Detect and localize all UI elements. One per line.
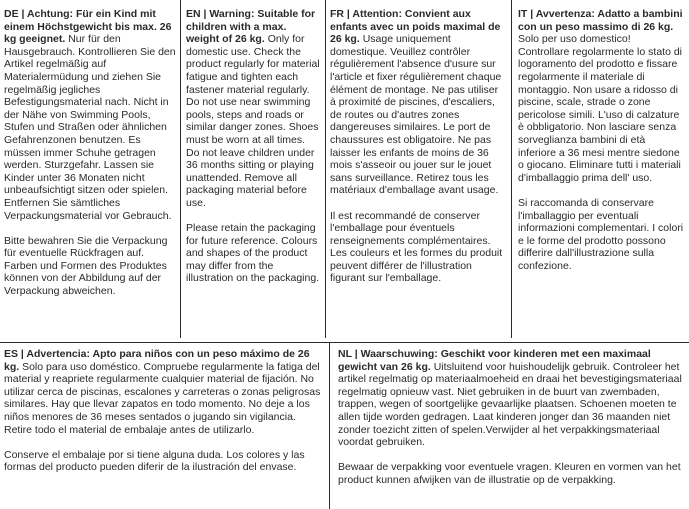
divider-de-en — [180, 0, 181, 338]
warning-heading-de: DE | Achtung: Für ein Kind mit einem Höchstgewicht bis max. 26 kg geeignet. — [4, 8, 172, 46]
warning-body-de: Nur für den Hausgebrauch. Kontrollieren Sie den Artikel regelmäßig auf Materialermüdung und ziehen Sie regelmäßig jegliches Befestigungsmaterial nach. Nicht in der Nähe von Swimming Pools, Stufen und Straßen oder ähnlichen Gefahrenzonen benutzen. Es müssen immer Schuhe getragen werden. Sturzgefahr. Lassen sie Kinder unter 36 Monaten nicht unbeaufsichtigt sitzen oder spielen. Entfernen Sie sämtliches Verpackungsmaterial vor Gebrauch. — [4, 33, 176, 222]
warning-heading-it: IT | Avvertenza: Adatto a bambini con un peso massimo di 26 kg. — [518, 8, 683, 33]
section-es — [4, 348, 322, 474]
warning-heading-es: ES | Advertencia: Apto para niños con un peso máximo de 26 kg. — [4, 348, 310, 373]
packaging-note-en: Please retain the packaging for future reference. Colours and shapes of the product may differ from the illustration on the packaging. — [186, 222, 320, 285]
packaging-note-es: Conserve el embalaje por si tiene alguna duda. Los colores y las formas del producto pueden diferir de la ilustración del envase. — [4, 448, 305, 474]
section-nl — [338, 348, 686, 487]
warning-body-es: Solo para uso doméstico. Compruebe regularmente la fatiga del material y reapriete regularmente cualquier material de fijación. No utilizar cerca de piscinas, escalones y carreteras o zonas peligrosas similares. Hay que llevar zapatos en todo momento. No deje a los niños menores de 36 meses sentados o jugando sin vigilancia. Retire todo el material de embalaje antes de utilizarlo. — [4, 360, 321, 436]
packaging-note-fr: Il est recommandé de conserver l'emballage pour éventuels renseignements complémentaires. Les couleurs et les formes du produit peuvent différer de l'illustration figurant sur l'emballage. — [330, 209, 503, 285]
warning-heading-fr: FR | Attention: Convient aux enfants avec un poids maximal de 26 kg. — [330, 8, 501, 46]
warning-body-nl: Uitsluitend voor huishoudelijk gebruik. Controleer het artikel regelmatig op materiaalmoeheid en draai het bevestigingsmateriaal regelmatig opnieuw vast. Niet gebruiken in de buurt van zwembaden, trappen, wegen of soortgelijke gevaarlijke plaatsen. Schoenen moeten te allen tijde worden gedragen. Laat kinderen jonger dan 36 maanden niet zonder toezicht zitten of spelen.Verwijder al het verpakkingsmateriaal voordat gebruiken. — [338, 360, 682, 449]
divider-es-nl — [329, 342, 330, 509]
packaging-note-de: Bitte bewahren Sie die Verpackung für eventuelle Rückfragen auf. Farben und Formen des Produktes können von der Abbildung auf der Verpackung abweichen. — [4, 234, 168, 298]
divider-en-fr — [325, 0, 326, 338]
warning-heading-en: EN | Warning: Suitable for children with a max. weight of 26 kg. — [186, 8, 316, 46]
warning-body-en: Only for domestic use. Check the product regularly for material fatigue and tighten each fastener material regularly. Do not use near swimming pools, steps and roads or similar danger zones. Shoes must be worn at all times. Do not leave children under 36 months sitting or playing unattended. Remove all packaging material before use. — [186, 33, 320, 209]
packaging-note-nl: Bewaar de verpakking voor eventuele vragen. Kleuren en vormen van het product kunnen afwijken van de illustratie op de verpakking. — [338, 461, 681, 486]
warning-body-it: Solo per uso domestico! Controllare regolarmente lo stato di logoramento del prodotto e fissare regolarmente il materiale di montaggio. Non usare a ridosso di piscine, scale, strade o zone pericolose simili. L'uso di calzature è obbligatorio. Non lasciare senza sorveglianza bambini di età inferiore a 36 mesi mentre siedone o giocano. Eliminare tutti i materiali d'imballaggio prima dell' uso. — [518, 33, 683, 184]
divider-fr-it — [511, 0, 512, 338]
section-fr — [330, 8, 504, 285]
section-it — [518, 8, 684, 272]
packaging-note-it: Si raccomanda di conservare l'imballaggio per eventuali informazioni complementari. I colori e le forme del prodotto possono differire dall'illustrazione sulla confezione. — [518, 196, 684, 272]
section-de — [4, 8, 176, 298]
warning-heading-nl: NL | Waarschuwing: Geschikt voor kinderen met een maximaal gewicht van 26 kg. — [338, 348, 651, 373]
section-en — [186, 8, 321, 285]
divider-horizontal — [0, 342, 689, 343]
warning-body-fr: Usage uniquement domestique. Veuillez contrôler régulièrement l'absence d'usure sur l'article et fixer régulièrement chaque élément de montage. Ne pas utiliser à proximité de piscines, d'escaliers, de routes ou d'autres zones dangereuses similaires. Le port de chaussures est obligatoire. Ne pas laisser les enfants de moins de 36 mois s'asseoir ou jouer sur le jouet sans surveillance. Retirez tous les matériaux d'emballage avant usage. — [330, 33, 502, 197]
